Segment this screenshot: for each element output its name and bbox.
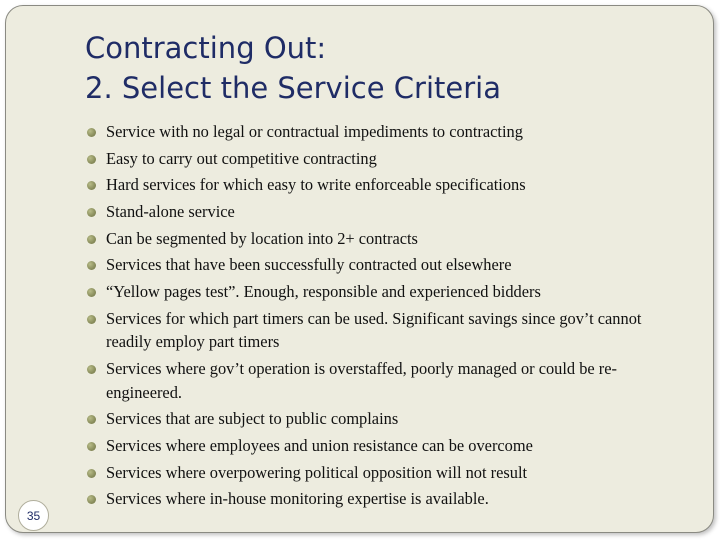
bullet-item	[85, 407, 685, 431]
bullet-item	[85, 200, 685, 224]
bullet-item	[85, 357, 685, 404]
bullet-item	[85, 461, 685, 485]
bullet-text: Services for which part timers can be used. Significant savings since gov’t cannot readily employ part timers	[106, 308, 642, 352]
bullet-item	[85, 147, 685, 171]
bullet-text: Service with no legal or contractual impediments to contracting	[106, 122, 523, 141]
bullet-item	[85, 227, 685, 251]
bullet-dot-icon	[87, 442, 96, 451]
bullet-item	[85, 173, 685, 197]
bullet-text: “Yellow pages test”. Enough, responsible and experienced bidders	[106, 282, 541, 302]
slide	[5, 5, 714, 533]
bullet-dot-icon	[87, 261, 96, 270]
bullet-text: Services where gov’t operation is overstaffed, poorly managed or could be re-engineered.	[106, 359, 617, 402]
bullet-dot-icon	[87, 469, 96, 478]
bullet-dot-icon	[87, 365, 96, 374]
bullet-list	[85, 120, 685, 514]
bullet-text: Services where overpowering political opposition will not result	[106, 462, 528, 482]
bullet-item	[85, 307, 685, 354]
title-line-2: 2. Select the Service Criteria	[85, 71, 501, 105]
title-line-1: Contracting Out:	[85, 31, 327, 65]
bullet-item	[85, 434, 685, 458]
bullet-item	[85, 120, 685, 144]
bullet-dot-icon	[87, 235, 96, 244]
bullet-text: Stand-alone service	[106, 202, 235, 222]
bullet-text: Easy to carry out competitive contracting	[106, 148, 377, 168]
bullet-item	[85, 253, 685, 277]
bullet-text: Hard services for which easy to write enforceable specifications	[106, 175, 526, 195]
bullet-dot-icon	[87, 155, 96, 164]
page-number: 35	[18, 500, 49, 531]
bullet-dot-icon	[87, 415, 96, 424]
bullet-text: Services that have been successfully contracted out elsewhere	[106, 255, 512, 275]
bullet-dot-icon	[87, 208, 96, 217]
bullet-text: Services where employees and union resistance can be overcome	[106, 435, 533, 455]
bullet-text: Services where in-house monitoring expertise is available.	[106, 489, 489, 509]
slide-title	[85, 28, 685, 108]
bullet-dot-icon	[87, 495, 96, 504]
bullet-item	[85, 280, 685, 304]
bullet-item	[85, 487, 685, 511]
bullet-dot-icon	[87, 128, 96, 137]
bullet-text: Can be segmented by location into 2+ contracts	[106, 228, 418, 248]
bullet-dot-icon	[87, 181, 96, 190]
bullet-text: Services that are subject to public complains	[106, 409, 399, 429]
bullet-dot-icon	[87, 288, 96, 297]
bullet-dot-icon	[87, 315, 96, 324]
